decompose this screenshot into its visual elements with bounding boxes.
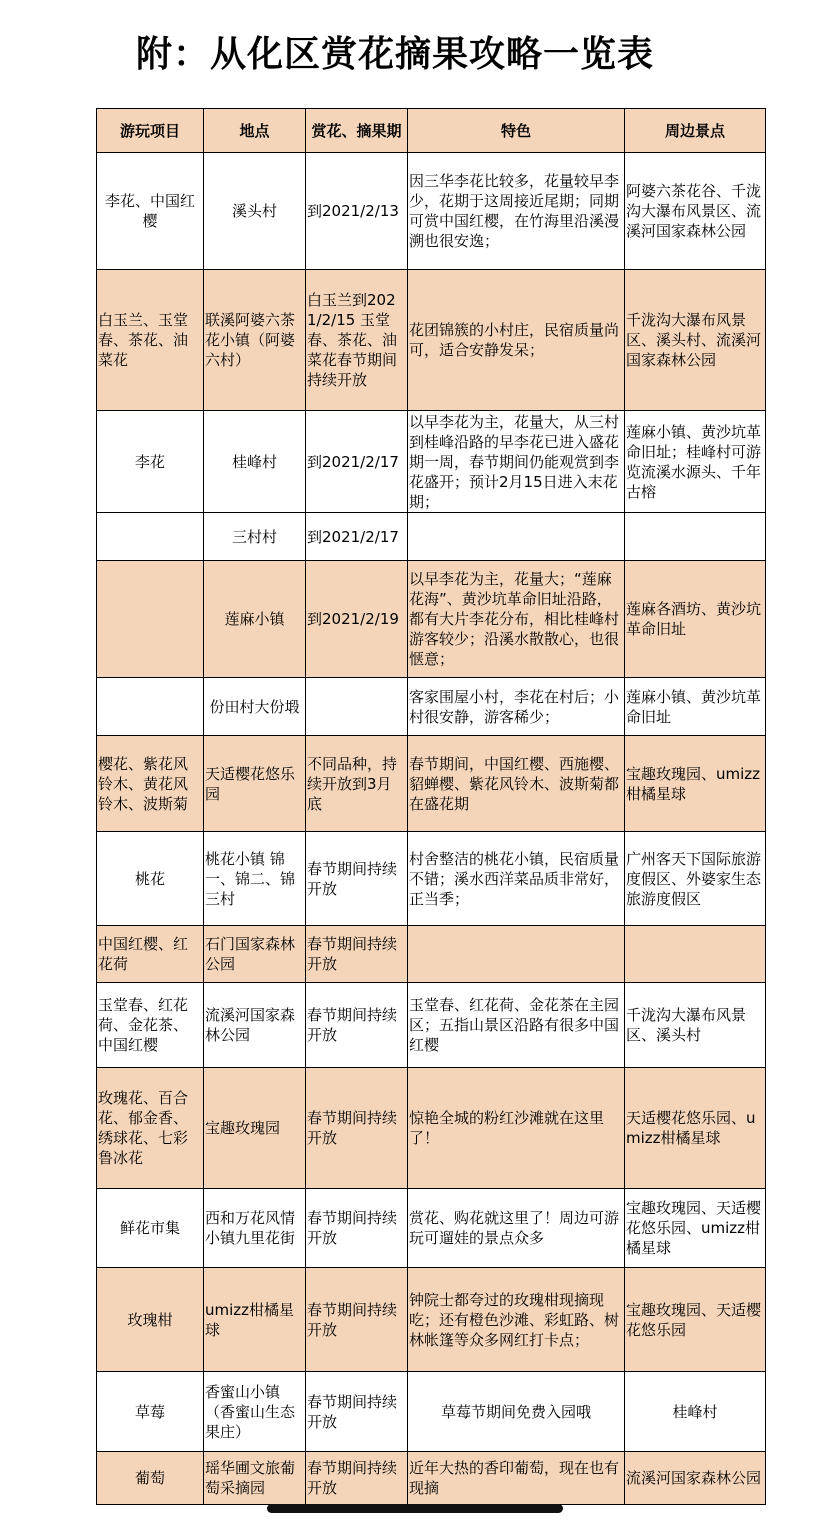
cell-location: 莲麻小镇: [204, 561, 306, 678]
header-nearby: 周边景点: [625, 109, 766, 153]
table-row: [97, 926, 766, 983]
cell-feature: 花团锦簇的小村庄，民宿质量尚可，适合安静发呆；: [408, 270, 625, 411]
table-row: [97, 1268, 766, 1372]
cell-feature: 钟院士都夸过的玫瑰柑现摘现吃；还有橙色沙滩、彩虹路、树林帐篷等众多网红打卡点；: [408, 1268, 625, 1372]
cell-project: 李花: [97, 411, 204, 513]
cell-project: 桃花: [97, 832, 204, 926]
cell-project: 中国红樱、红花荷: [97, 926, 204, 983]
cell-project: 玫瑰花、百合花、郁金香、绣球花、七彩鲁冰花: [97, 1068, 204, 1189]
cell-project: 玫瑰柑: [97, 1268, 204, 1372]
cell-nearby: 千泷沟大瀑布风景区、溪头村、流溪河国家森林公园: [625, 270, 766, 411]
cell-nearby: [625, 926, 766, 983]
cell-period: 春节期间持续开放: [306, 1372, 408, 1452]
cell-feature: 以早李花为主，花量大；“莲麻花海”、黄沙坑革命旧址沿路，都有大片李花分布，相比桂峰村游客较少；沿溪水散散心，也很惬意；: [408, 561, 625, 678]
cell-nearby: 千泷沟大瀑布风景区、溪头村: [625, 983, 766, 1068]
cell-nearby: 莲麻小镇、黄沙坑革命旧址；桂峰村可游览流溪水源头、千年古榕: [625, 411, 766, 513]
cell-project: 樱花、紫花风铃木、黄花风铃木、波斯菊: [97, 736, 204, 832]
cell-nearby: 天适樱花悠乐园、umizz柑橘星球: [625, 1068, 766, 1189]
cell-feature: 近年大热的香印葡萄，现在也有现摘: [408, 1452, 625, 1505]
table-row: [97, 1068, 766, 1189]
cell-period: 春节期间持续开放: [306, 983, 408, 1068]
cell-location: umizz柑橘星球: [204, 1268, 306, 1372]
cell-feature: 因三华李花比较多，花量较早李少，花期于这周接近尾期；同期可赏中国红樱，在竹海里沿溪漫溯也很安逸；: [408, 153, 625, 270]
cell-location: 香蜜山小镇（香蜜山生态果庄）: [204, 1372, 306, 1452]
table-row: [97, 1372, 766, 1452]
cell-project: 李花、中国红樱: [97, 153, 204, 270]
table-row: [97, 736, 766, 832]
cell-feature: 春节期间，中国红樱、西施樱、貂蝉樱、紫花风铃木、波斯菊都在盛花期: [408, 736, 625, 832]
table-row: [97, 513, 766, 561]
cell-location: 西和万花风情小镇九里花街: [204, 1189, 306, 1268]
header-period: 赏花、摘果期: [306, 109, 408, 153]
table-row: [97, 1189, 766, 1268]
table-row: [97, 832, 766, 926]
cell-project: [97, 513, 204, 561]
cell-period: 春节期间持续开放: [306, 1189, 408, 1268]
cell-project: [97, 561, 204, 678]
cell-period: 春节期间持续开放: [306, 1268, 408, 1372]
table-row: [97, 153, 766, 270]
cell-period: 到2021/2/19: [306, 561, 408, 678]
home-indicator: [267, 1504, 563, 1513]
cell-location: 流溪河国家森林公园: [204, 983, 306, 1068]
cell-feature: [408, 513, 625, 561]
cell-nearby: 广州客天下国际旅游度假区、外婆家生态旅游度假区: [625, 832, 766, 926]
cell-location: 天适樱花悠乐园: [204, 736, 306, 832]
table-row: [97, 411, 766, 513]
cell-period: 到2021/2/17: [306, 411, 408, 513]
cell-period: [306, 678, 408, 736]
cell-nearby: 阿婆六茶花谷、千泷沟大瀑布风景区、流溪河国家森林公园: [625, 153, 766, 270]
table-header-row: [97, 109, 766, 153]
cell-feature: 玉堂春、红花荷、金花茶在主园区；五指山景区沿路有很多中国红樱: [408, 983, 625, 1068]
cell-project: 白玉兰、玉堂春、茶花、油菜花: [97, 270, 204, 411]
cell-feature: 客家围屋小村，李花在村后；小村很安静，游客稀少；: [408, 678, 625, 736]
cell-project: [97, 678, 204, 736]
table-row: [97, 1452, 766, 1505]
cell-nearby: 宝趣玫瑰园、天适樱花悠乐园: [625, 1268, 766, 1372]
cell-period: 到2021/2/13: [306, 153, 408, 270]
cell-project: 草莓: [97, 1372, 204, 1452]
cell-feature: 草莓节期间免费入园哦: [408, 1372, 625, 1452]
cell-feature: [408, 926, 625, 983]
cell-location: 三村村: [204, 513, 306, 561]
cell-nearby: 莲麻各酒坊、黄沙坑革命旧址: [625, 561, 766, 678]
header-project: 游玩项目: [97, 109, 204, 153]
cell-feature: 以早李花为主，花量大，从三村到桂峰沿路的早李花已进入盛花期一周，春节期间仍能观赏到李花盛开；预计2月15日进入末花期；: [408, 411, 625, 513]
cell-location: 桃花小镇 锦一、锦二、锦三村: [204, 832, 306, 926]
cell-location: 瑶华圃文旅葡萄采摘园: [204, 1452, 306, 1505]
cell-period: 春节期间持续开放: [306, 1068, 408, 1189]
cell-feature: 赏花、购花就这里了！周边可游玩可遛娃的景点众多: [408, 1189, 625, 1268]
cell-location: 份田村大份塅: [204, 678, 306, 736]
cell-location: 联溪阿婆六茶花小镇（阿婆六村）: [204, 270, 306, 411]
cell-period: 春节期间持续开放: [306, 1452, 408, 1505]
cell-period: 到2021/2/17: [306, 513, 408, 561]
table-row: [97, 678, 766, 736]
cell-period: 春节期间持续开放: [306, 832, 408, 926]
cell-project: 葡萄: [97, 1452, 204, 1505]
cell-nearby: [625, 513, 766, 561]
cell-period: 白玉兰到2021/2/15 玉堂春、茶花、油菜花春节期间持续开放: [306, 270, 408, 411]
cell-nearby: 莲麻小镇、黄沙坑革命旧址: [625, 678, 766, 736]
table-row: [97, 983, 766, 1068]
cell-location: 桂峰村: [204, 411, 306, 513]
cell-nearby: 桂峰村: [625, 1372, 766, 1452]
guide-table: [96, 108, 766, 1505]
table-row: [97, 561, 766, 678]
cell-feature: 村舍整洁的桃花小镇，民宿质量不错；溪水西洋菜品质非常好，正当季；: [408, 832, 625, 926]
cell-location: 石门国家森林公园: [204, 926, 306, 983]
table-row: [97, 270, 766, 411]
cell-location: 溪头村: [204, 153, 306, 270]
cell-period: 不同品种，持续开放到3月底: [306, 736, 408, 832]
cell-location: 宝趣玫瑰园: [204, 1068, 306, 1189]
cell-nearby: 流溪河国家森林公园: [625, 1452, 766, 1505]
cell-nearby: 宝趣玫瑰园、umizz柑橘星球: [625, 736, 766, 832]
header-feature: 特色: [408, 109, 625, 153]
header-location: 地点: [204, 109, 306, 153]
cell-project: 玉堂春、红花荷、金花茶、中国红樱: [97, 983, 204, 1068]
cell-period: 春节期间持续开放: [306, 926, 408, 983]
page-title: 附：从化区赏花摘果攻略一览表: [135, 34, 654, 75]
cell-feature: 惊艳全城的粉红沙滩就在这里了！: [408, 1068, 625, 1189]
cell-nearby: 宝趣玫瑰园、天适樱花悠乐园、umizz柑橘星球: [625, 1189, 766, 1268]
cell-project: 鲜花市集: [97, 1189, 204, 1268]
